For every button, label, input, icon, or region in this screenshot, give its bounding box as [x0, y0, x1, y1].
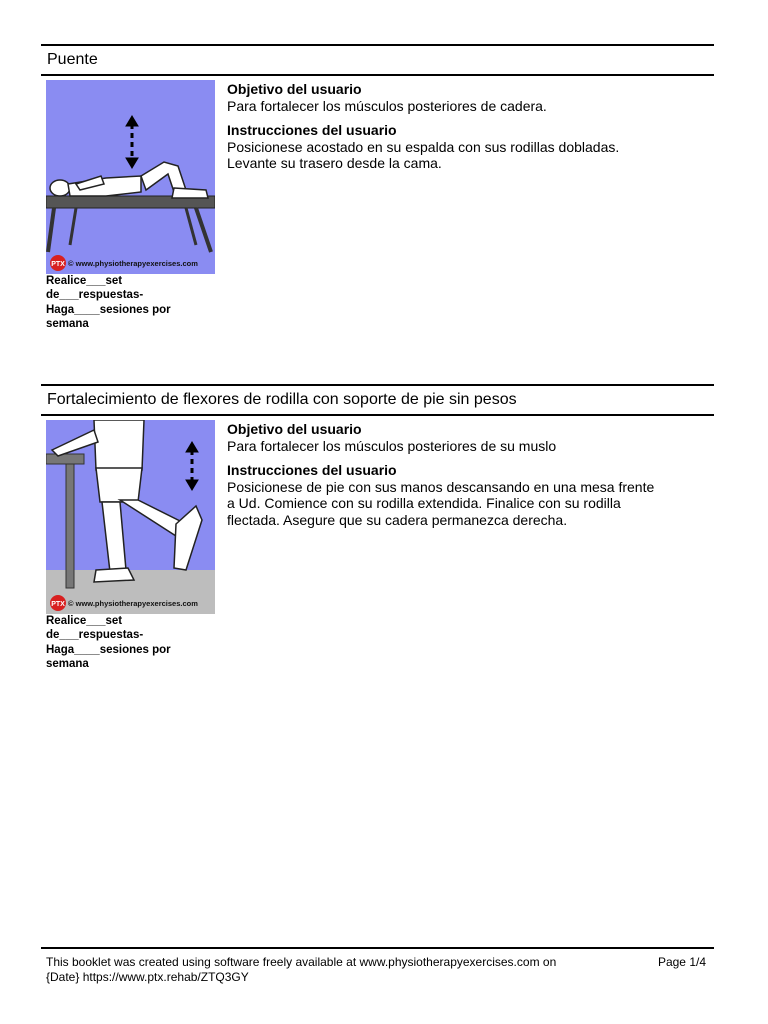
page-number: Page 1/4: [657, 955, 706, 969]
image-watermark: © www.physiotherapyexercises.com: [68, 259, 198, 268]
footer-note: [46, 955, 606, 984]
ptx-logo-icon: [50, 255, 66, 271]
person-bridge-illustration: [50, 162, 208, 198]
svg-text:PTX: PTX: [51, 261, 65, 268]
instructions-text: Posicionese de pie con sus manos descansando en una mesa frente: [227, 478, 655, 495]
exercise-illustration: [46, 80, 215, 274]
reps-line: de___respuestas-: [46, 289, 144, 302]
objective-label: Objetivo del usuario: [227, 421, 362, 437]
instructions-label: Instrucciones del usuario: [227, 122, 397, 138]
exercise-title: Fortalecimiento de flexores de rodilla con soporte de pie sin pesos: [47, 391, 517, 408]
instructions-text: Posicionese acostado en su espalda con sus rodillas dobladas.: [227, 138, 620, 155]
svg-text:PTX: PTX: [51, 601, 65, 608]
ptx-logo-icon: [50, 595, 66, 611]
exercise-description: [227, 81, 711, 172]
footer-line: This booklet was created using software freely available at www.physiotherapyexercises.com on: [46, 955, 557, 969]
reps-line: Realice___set: [46, 275, 123, 287]
exercise-illustration: [46, 420, 215, 614]
bed-illustration: [46, 196, 215, 252]
table-illustration: [46, 454, 84, 588]
objective-text: Para fortalecer los músculos posteriores de cadera.: [227, 97, 547, 114]
exercise-title-bar: [41, 384, 714, 416]
exercise-title: Puente: [47, 51, 98, 68]
reps-line: Haga____sesiones por: [46, 643, 171, 656]
footer-line: {Date} https://www.ptx.rehab/ZTQ3GY: [46, 969, 249, 984]
exercise-card: [41, 44, 714, 330]
exercise-reps-instructions: [46, 274, 206, 331]
exercise-title-bar: [41, 44, 714, 76]
exercise-card: [41, 384, 714, 670]
reps-line: de___respuestas-: [46, 629, 144, 642]
reps-line: Realice___set: [46, 615, 123, 627]
up-down-arrow-icon: [186, 442, 198, 490]
instructions-label: Instrucciones del usuario: [227, 462, 397, 478]
reps-line: Haga____sesiones por: [46, 303, 171, 316]
exercise-description: [227, 421, 711, 528]
exercise-reps-instructions: [46, 614, 206, 671]
page-footer: [41, 947, 714, 984]
instructions-text: a Ud. Comience con su rodilla extendida. Finalice con su rodilla: [227, 495, 621, 511]
reps-line: semana: [46, 317, 89, 330]
reps-line: semana: [46, 657, 89, 670]
up-down-arrow-icon: [126, 116, 138, 168]
objective-text: Para fortalecer los músculos posteriores de su muslo: [227, 437, 557, 454]
objective-label: Objetivo del usuario: [227, 81, 362, 97]
image-watermark: © www.physiotherapyexercises.com: [68, 599, 198, 608]
instructions-text: flectada. Asegure que su cadera permanezca derecha.: [227, 511, 568, 528]
instructions-text: Levante su trasero desde la cama.: [227, 155, 442, 171]
